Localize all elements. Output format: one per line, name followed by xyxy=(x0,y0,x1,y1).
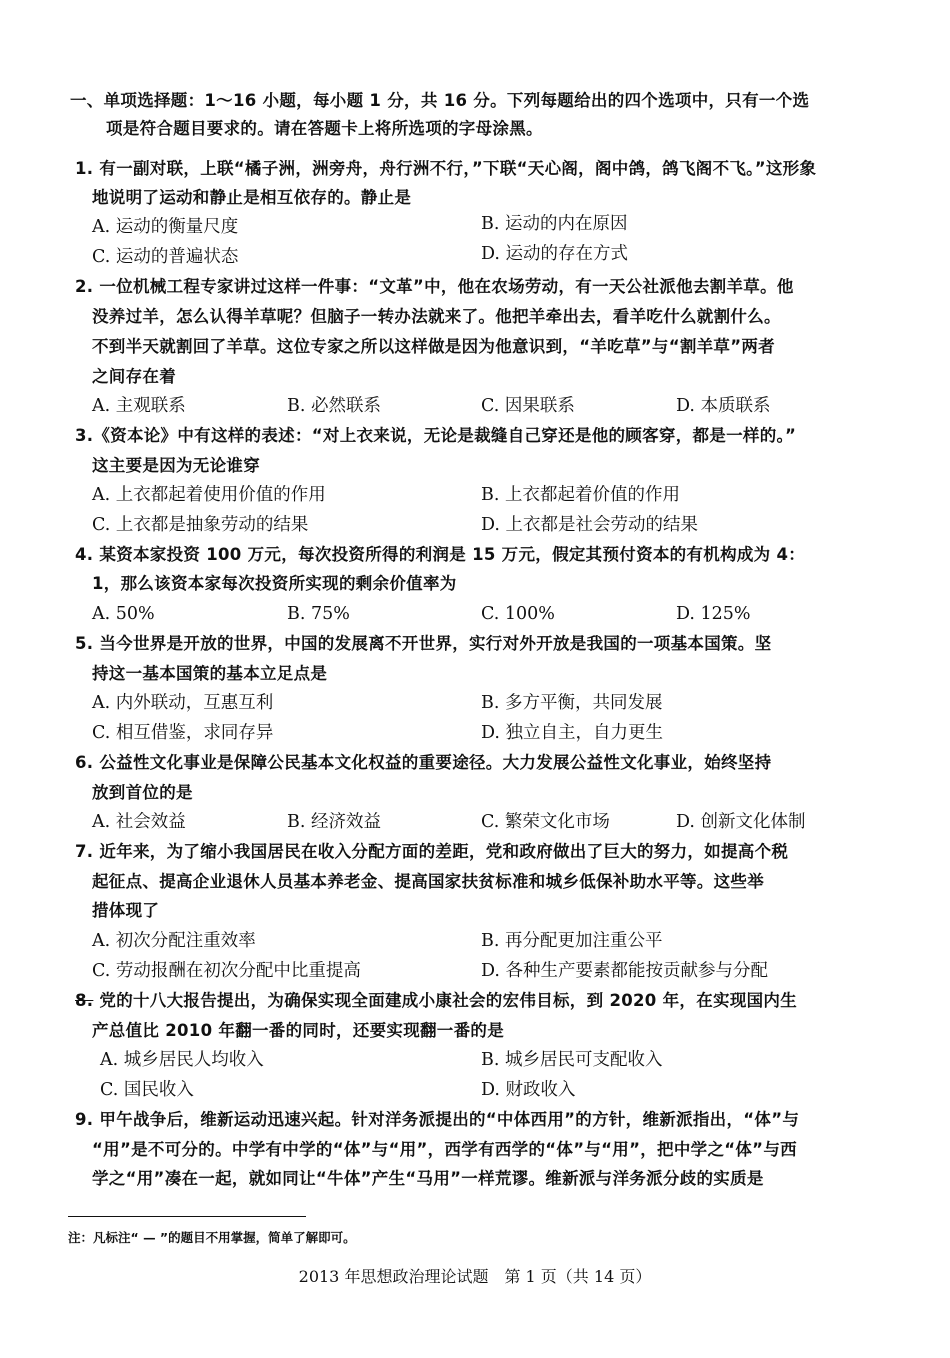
question-8-stem-text: 党的十八大报告提出，为确保实现全面建成小康社会的宏伟目标，到 2020 年，在实现国内生 xyxy=(93,991,798,1010)
question-6-option-c: C. 繁荣文化市场 xyxy=(481,812,610,832)
page-footer: 2013 年思想政治理论试题 第 1 页（共 14 页） xyxy=(298,1267,652,1286)
question-5-option-c: C. 相互借鉴，求同存异 xyxy=(92,723,274,743)
question-2-stem: 之间存在着 xyxy=(92,367,176,386)
question-7-stem: 7. 近年来，为了缩小我国居民在收入分配方面的差距，党和政府做出了巨大的努力，如提高个税 xyxy=(75,842,789,861)
question-4-option-b: B. 75% xyxy=(287,604,350,624)
question-7-option-d: D. 各种生产要素都能按贡献参与分配 xyxy=(481,961,769,981)
question-4-option-c: C. 100% xyxy=(481,604,555,624)
question-8-number: 8. xyxy=(75,991,94,1010)
question-3-stem: 3.《资本论》中有这样的表述：“对上衣来说，无论是裁缝自己穿还是他的顾客穿，都是一样的。” xyxy=(75,426,797,445)
question-4-stem: 1，那么该资本家每次投资所实现的剩余价值率为 xyxy=(92,574,457,593)
question-8-option-d: D. 财政收入 xyxy=(481,1080,576,1100)
question-9-stem: 学之“用”凑在一起，就如同让“牛体”产生“马用”一样荒谬。维新派与洋务派分歧的实质是 xyxy=(92,1169,764,1188)
footnote-divider xyxy=(68,1216,306,1217)
question-5-option-b: B. 多方平衡，共同发展 xyxy=(481,693,663,713)
question-1-option-d: D. 运动的存在方式 xyxy=(481,244,629,264)
question-2-stem: 没养过羊，怎么认得羊草呢？但脑子一转办法就来了。他把羊牵出去，看羊吃什么就割什么。 xyxy=(92,307,781,326)
question-1-option-a: A. 运动的衡量尺度 xyxy=(92,217,239,237)
question-1-option-c: C. 运动的普遍状态 xyxy=(92,247,239,267)
question-7-stem: 措体现了 xyxy=(92,901,160,920)
question-4-option-d: D. 125% xyxy=(676,604,751,624)
question-6-option-a: A. 社会效益 xyxy=(92,812,186,832)
question-8-option-b: B. 城乡居民可支配收入 xyxy=(481,1050,663,1070)
question-9-stem: 9. 甲午战争后，维新运动迅速兴起。针对洋务派提出的“中体西用”的方针，维新派指出，“体”与 xyxy=(75,1110,800,1129)
question-6-stem: 6. 公益性文化事业是保障公民基本文化权益的重要途径。大力发展公益性文化事业，始终坚持 xyxy=(75,753,772,772)
question-7-option-b: B. 再分配更加注重公平 xyxy=(481,931,663,951)
question-5-stem: 持这一基本国策的基本立足点是 xyxy=(92,664,328,683)
question-3-stem: 这主要是因为无论谁穿 xyxy=(92,456,260,475)
question-5-stem: 5. 当今世界是开放的世界，中国的发展离不开世界，实行对外开放是我国的一项基本国策。坚 xyxy=(75,634,772,653)
question-8-stem xyxy=(75,990,797,1012)
question-3-option-d: D. 上衣都是社会劳动的结果 xyxy=(481,515,699,535)
question-2-option-b: B. 必然联系 xyxy=(287,396,381,416)
question-6-option-d: D. 创新文化体制 xyxy=(676,812,806,832)
question-1-stem: 地说明了运动和静止是相互依存的。静止是 xyxy=(92,188,412,207)
question-8-option-a: A. 城乡居民人均收入 xyxy=(100,1050,264,1070)
question-2-stem: 2. 一位机械工程专家讲过这样一件事：“文革”中，他在农场劳动，有一天公社派他去割羊草。他 xyxy=(75,277,794,296)
question-6-stem: 放到首位的是 xyxy=(92,783,193,802)
question-3-option-a: A. 上衣都起着使用价值的作用 xyxy=(92,485,326,505)
question-1-stem: 1. 有一副对联，上联“橘子洲，洲旁舟，舟行洲不行，”下联“天心阁，阁中鸽，鸽飞阁不飞。”这形象 xyxy=(75,159,817,178)
question-2-option-c: C. 因果联系 xyxy=(481,396,575,416)
footnote: 注：凡标注“ — ”的题目不用掌握，简单了解即可。 xyxy=(68,1230,356,1245)
question-8-option-c: C. 国民收入 xyxy=(100,1080,194,1100)
question-4-option-a: A. 50% xyxy=(92,604,155,624)
section-heading-line-2: 项是符合题目要求的。请在答题卡上将所选项的字母涂黑。 xyxy=(106,119,543,138)
question-7-option-c: C. 劳动报酬在初次分配中比重提高 xyxy=(92,961,361,981)
question-2-option-a: A. 主观联系 xyxy=(92,396,186,416)
question-7-stem: 起征点、提高企业退休人员基本养老金、提高国家扶贫标准和城乡低保补助水平等。这些举 xyxy=(92,872,764,891)
question-3-option-c: C. 上衣都是抽象劳动的结果 xyxy=(92,515,309,535)
question-8-stem: 产总值比 2010 年翻一番的同时，还要实现翻一番的是 xyxy=(92,1021,505,1040)
question-6-option-b: B. 经济效益 xyxy=(287,812,381,832)
question-2-option-d: D. 本质联系 xyxy=(676,396,771,416)
question-3-option-b: B. 上衣都起着价值的作用 xyxy=(481,485,680,505)
section-heading-line-1: 一、单项选择题：1～16 小题，每小题 1 分，共 16 分。下列每题给出的四个选项中，只有一个选 xyxy=(70,91,810,110)
question-1-option-b: B. 运动的内在原因 xyxy=(481,214,628,234)
question-5-option-d: D. 独立自主，自力更生 xyxy=(481,723,664,743)
question-2-stem: 不到半天就割回了羊草。这位专家之所以这样做是因为他意识到，“羊吃草”与“割羊草”两者 xyxy=(92,337,775,356)
question-5-option-a: A. 内外联动，互惠互利 xyxy=(92,693,274,713)
question-7-option-a: A. 初次分配注重效率 xyxy=(92,931,256,951)
question-9-stem: “用”是不可分的。中学有中学的“体”与“用”，西学有西学的“体”与“用”，把中学之“体”与西 xyxy=(92,1140,797,1159)
question-4-stem: 4. 某资本家投资 100 万元，每次投资所得的利润是 15 万元，假定其预付资本的有机构成为 4： xyxy=(75,545,806,564)
